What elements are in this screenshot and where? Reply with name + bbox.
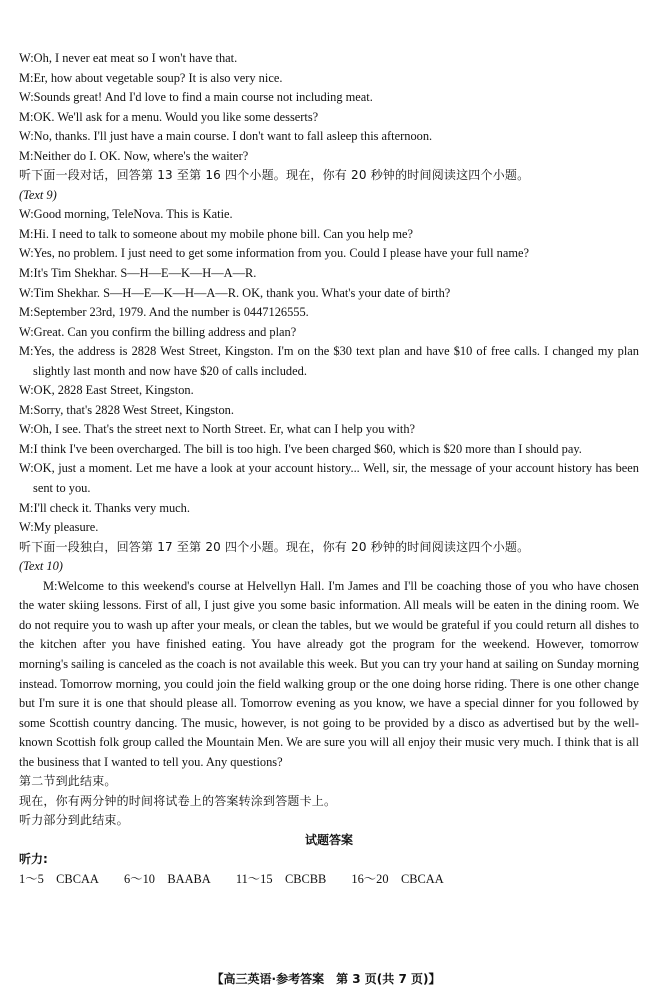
dialogue-2 [19,205,639,537]
page-footer: 【高三英语·参考答案 第 3 页(共 7 页)】 [211,972,441,986]
listening-label: 听力: [19,852,48,867]
dialogue-line: W:Sounds great! And I'd love to find a main course not including meat. [19,90,373,105]
dialogue-line: M:It's Tim Shekhar. S—H—E—K—H—A—R. [19,266,257,281]
dialogue-line: M:Sorry, that's 2828 West Street, Kingston. [19,402,234,417]
dialogue-line: M:Yes, the address is 2828 West Street, Kingston. I'm on the $30 text plan and have $10 of free calls. I changed my plan slightly last month and now have $20 of calls included. [19,344,639,378]
page-content [19,49,639,890]
dialogue-line: M:OK. We'll ask for a menu. Would you like some desserts? [19,109,319,124]
dialogue-line: W:OK, just a moment. Let me have a look at your account history... Well, sir, the message of your account history has been sent to you. [19,461,639,496]
dialogue-line: W:No, thanks. I'll just have a main course. I don't want to fall asleep this afternoon. [19,129,433,144]
instruction-text10: 听下面一段独白，回答第 17 至第 20 四个小题。现在，你有 20 秒钟的时间阅读这四个小题。 [19,539,530,554]
dialogue-line: M:I think I've been overcharged. The bill is too high. I've been charged $60, which is $20 more than I should pay. [19,441,582,456]
dialogue-line: W:Yes, no problem. I just need to get some information from you. Could I please have your full name? [19,246,529,261]
dialogue-1 [19,49,639,166]
dialogue-line: W:Tim Shekhar. S—H—E—K—H—A—R. OK, thank you. What's your date of birth? [19,285,451,300]
answer-group: 11～15 CBCBB [235,871,327,886]
dialogue-line: M:Er, how about vegetable soup? It is also very nice. [19,70,283,85]
instruction-text9: 听下面一段对话，回答第 13 至第 16 四个小题。现在，你有 20 秒钟的时间阅读这四个小题。 [19,168,530,183]
answers-title: 试题答案 [304,832,353,847]
dialogue-line: M:Hi. I need to talk to someone about my mobile phone bill. Can you help me? [19,226,414,241]
answer-group: 1～5 CBCAA [19,871,99,886]
dialogue-line: W:Great. Can you confirm the billing address and plan? [19,324,297,339]
dialogue-line: W:My pleasure. [19,520,99,535]
dialogue-line: W:Good morning, TeleNova. This is Katie. [19,207,233,222]
dialogue-line: W:Oh, I see. That's the street next to North Street. Er, what can I help you with? [19,422,416,437]
dialogue-line: M:I'll check it. Thanks very much. [19,500,190,515]
answer-key [19,870,639,890]
closing-line: 现在，你有两分钟的时间将试卷上的答案转涂到答题卡上。 [19,793,337,808]
dialogue-line: W:OK, 2828 East Street, Kingston. [19,383,194,398]
dialogue-line: M:Neither do I. OK. Now, where's the waiter? [19,148,249,163]
dialogue-line: M:September 23rd, 1979. And the number is 0447126555. [19,305,309,320]
closing-line: 听力部分到此结束。 [19,813,129,828]
answer-group: 6～10 BAABA [123,871,211,886]
text10-label: (Text 10) [19,559,63,574]
closing-line: 第二节到此结束。 [19,774,117,789]
text9-label: (Text 9) [19,187,57,202]
answer-group: 16～20 CBCAA [351,871,444,886]
dialogue-line: W:Oh, I never eat meat so I won't have that. [19,51,238,65]
monologue-paragraph: M:Welcome to this weekend's course at Helvellyn Hall. I'm James and I'll be coaching those of you who have chosen the water skiing lessons. First of all, I just give you some basic information. All meals will be eaten in the dining room. We do not require you to wash up after your meals, or clean the tables, but we would be grateful if you could return all dishes to the kitchen after you have finished eating. You have already got the program for the weekend. However, tomorrow morning's sailing is canceled as the coach is not available this week. But you can try your hand at sailing on Sunday morning instead. Tomorrow morning, you could join the field walking group or the one doing horse riding. There is one other change but I'm sure it is one that should please all. Tomorrow evening as you know, we have a special dinner for you followed by some Scottish country dancing. The music, however, is not going to be provided by a disco as advertised but by the well-known Scottish folk group called the Mountain Men. We are sure you will all enjoy their music very much. I think that is all the business that I wanted to tell you. Any questions? [19,578,639,769]
